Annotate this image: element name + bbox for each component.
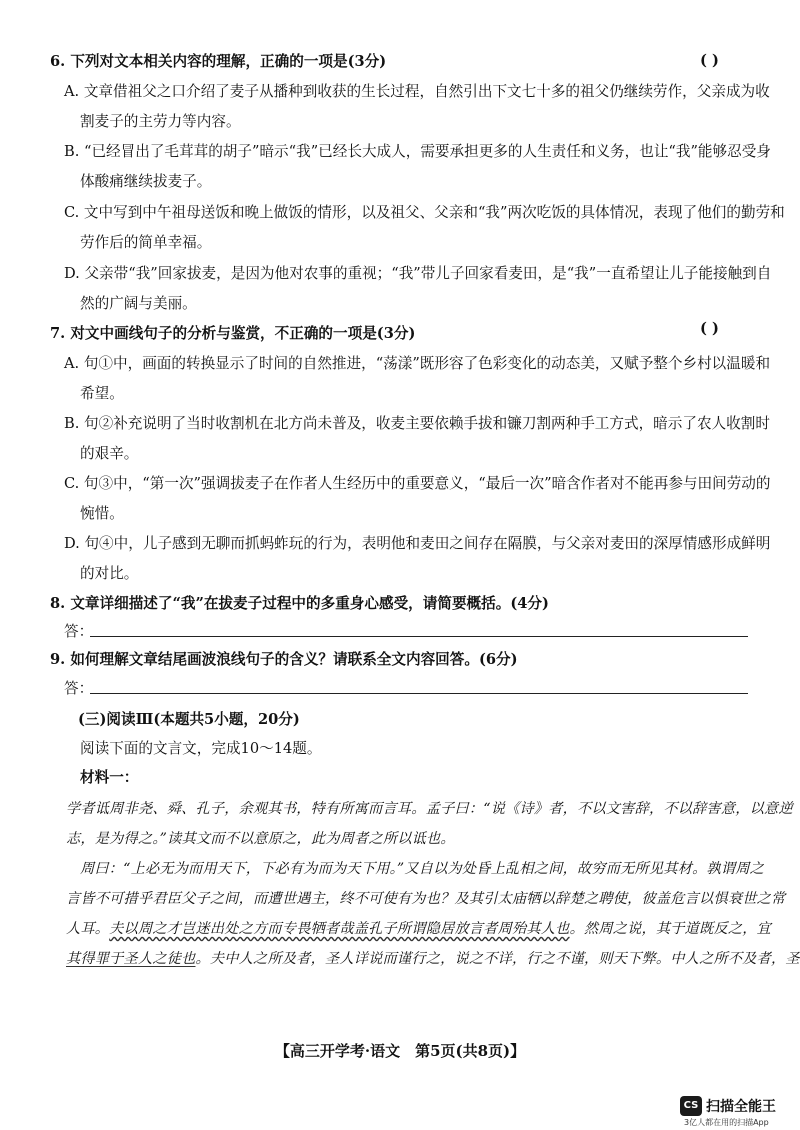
- q7-option-c-cont: 惋惜。: [80, 505, 124, 522]
- q7-stem: 7. 对文中画线句子的分析与鉴赏，不正确的一项是(3分): [50, 325, 416, 342]
- classical-p2-line4-end: 。夫中人之所及者，圣人详说而谨行之，说之不详，行之不谨，则天下弊。中人之所不及者，圣: [195, 951, 800, 967]
- classical-p2-line3-end: 。然周之说，其于道既反之，宜: [569, 921, 772, 937]
- q9-answer-label: 答：: [64, 680, 94, 697]
- q9-answer-line[interactable]: [90, 673, 748, 694]
- q6-option-b-cont: 体酸痛继续拔麦子。: [80, 173, 212, 190]
- scanner-app-tagline: 3亿人都在用的扫描App: [684, 1118, 769, 1127]
- q6-option-b: B. “已经冒出了毛茸茸的胡子”暗示“我”已经长大成人，需要承担更多的人生责任和义务，也让“我”能够忍受身: [64, 143, 771, 160]
- q7-option-a: A. 句①中，画面的转换显示了时间的自然推进，“荡漾”既形容了色彩变化的动态美，又赋予整个乡村以温暖和: [64, 355, 771, 372]
- classical-underlined-sentence: 其得罪于圣人之徒也: [66, 951, 196, 967]
- q7-option-d-cont: 的对比。: [80, 565, 139, 582]
- classical-p2-line2: 言皆不可措乎君臣父子之间，而遭世遇主，终不可使有为也？及其引太庙牺以辞楚之聘使，彼盖危言以惧衰世之常: [66, 891, 786, 907]
- camscanner-logo-icon: CS: [680, 1096, 702, 1116]
- classical-p2-line3: [66, 919, 771, 939]
- q6-option-c-cont: 劳作后的简单幸福。: [80, 234, 212, 251]
- q9-stem: 9. 如何理解文章结尾画波浪线句子的含义？请联系全文内容回答。(6分): [50, 651, 518, 668]
- section3-title: (三)阅读Ⅲ(本题共5小题，20分): [78, 711, 300, 728]
- q7-option-a-cont: 希望。: [80, 385, 124, 402]
- classical-p2-line1: 周曰：“上必无为而用天下，下必有为而为天下用。”又自以为处昏上乱相之间，故穷而无所见其材。孰谓周之: [80, 861, 765, 877]
- section3-instruction: 阅读下面的文言文，完成10～14题。: [80, 740, 322, 757]
- q8-answer-label: 答：: [64, 623, 94, 640]
- q7-option-b: B. 句②补充说明了当时收割机在北方尚未普及，收麦主要依赖手拔和镰刀割两种手工方式，暗示了农人收割时: [64, 415, 770, 432]
- classical-p2-line3-start: 人耳。: [66, 921, 110, 937]
- q7-option-b-cont: 的艰辛。: [80, 445, 139, 462]
- q6-stem: 6. 下列对文本相关内容的理解，正确的一项是(3分): [50, 53, 387, 70]
- classical-p2-line4: [66, 949, 800, 969]
- page-footer: 【高三开学考·语文 第5页(共8页)】: [274, 1042, 526, 1060]
- q8-stem: 8. 文章详细描述了“我”在拔麦子过程中的多重身心感受，请简要概括。(4分): [50, 595, 549, 612]
- classical-wavy-sentence: 夫以周之才岂迷出处之方而专畏牺者哉盖孔子所谓隐居放言者周殆其人也: [109, 921, 570, 937]
- classical-p1-line2: 志，是为得之。”读其文而不以意原之，此为周者之所以诋也。: [66, 831, 455, 847]
- q6-option-c: C. 文中写到中午祖母送饭和晚上做饭的情形，以及祖父、父亲和“我”两次吃饭的具体情况，表现了他们的勤劳和: [64, 204, 785, 221]
- q6-option-a-cont: 割麦子的主劳力等内容。: [80, 113, 241, 130]
- q6-option-a: A. 文章借祖父之口介绍了麦子从播种到收获的生长过程，自然引出下文七十多的祖父仍继续劳作，父亲成为收: [64, 83, 770, 100]
- q7-option-d: D. 句④中，儿子感到无聊而抓蚂蚱玩的行为，表明他和麦田之间存在隔膜，与父亲对麦田的深厚情感形成鲜明: [64, 535, 771, 552]
- q6-answer-paren: ( ): [700, 52, 719, 69]
- q7-answer-paren: ( ): [700, 320, 719, 337]
- q6-option-d-cont: 然的广阔与美丽。: [80, 295, 197, 312]
- q6-option-d: D. 父亲带“我”回家拔麦，是因为他对农事的重视；“我”带儿子回家看麦田，是“我”一直希望让儿子能接触到自: [64, 265, 772, 282]
- scanner-app-name: 扫描全能王: [706, 1099, 776, 1115]
- q7-option-c: C. 句③中，“第一次”强调拔麦子在作者人生经历中的重要意义，“最后一次”暗含作者对不能再参与田间劳动的: [64, 475, 771, 492]
- material-label: 材料一：: [80, 769, 139, 786]
- classical-p1-line1: 学者诋周非尧、舜、孔子，余观其书，特有所寓而言耳。孟子曰：“说《诗》者，不以文害辞，不以辞害意，以意逆: [66, 801, 793, 817]
- q8-answer-line[interactable]: [90, 616, 748, 637]
